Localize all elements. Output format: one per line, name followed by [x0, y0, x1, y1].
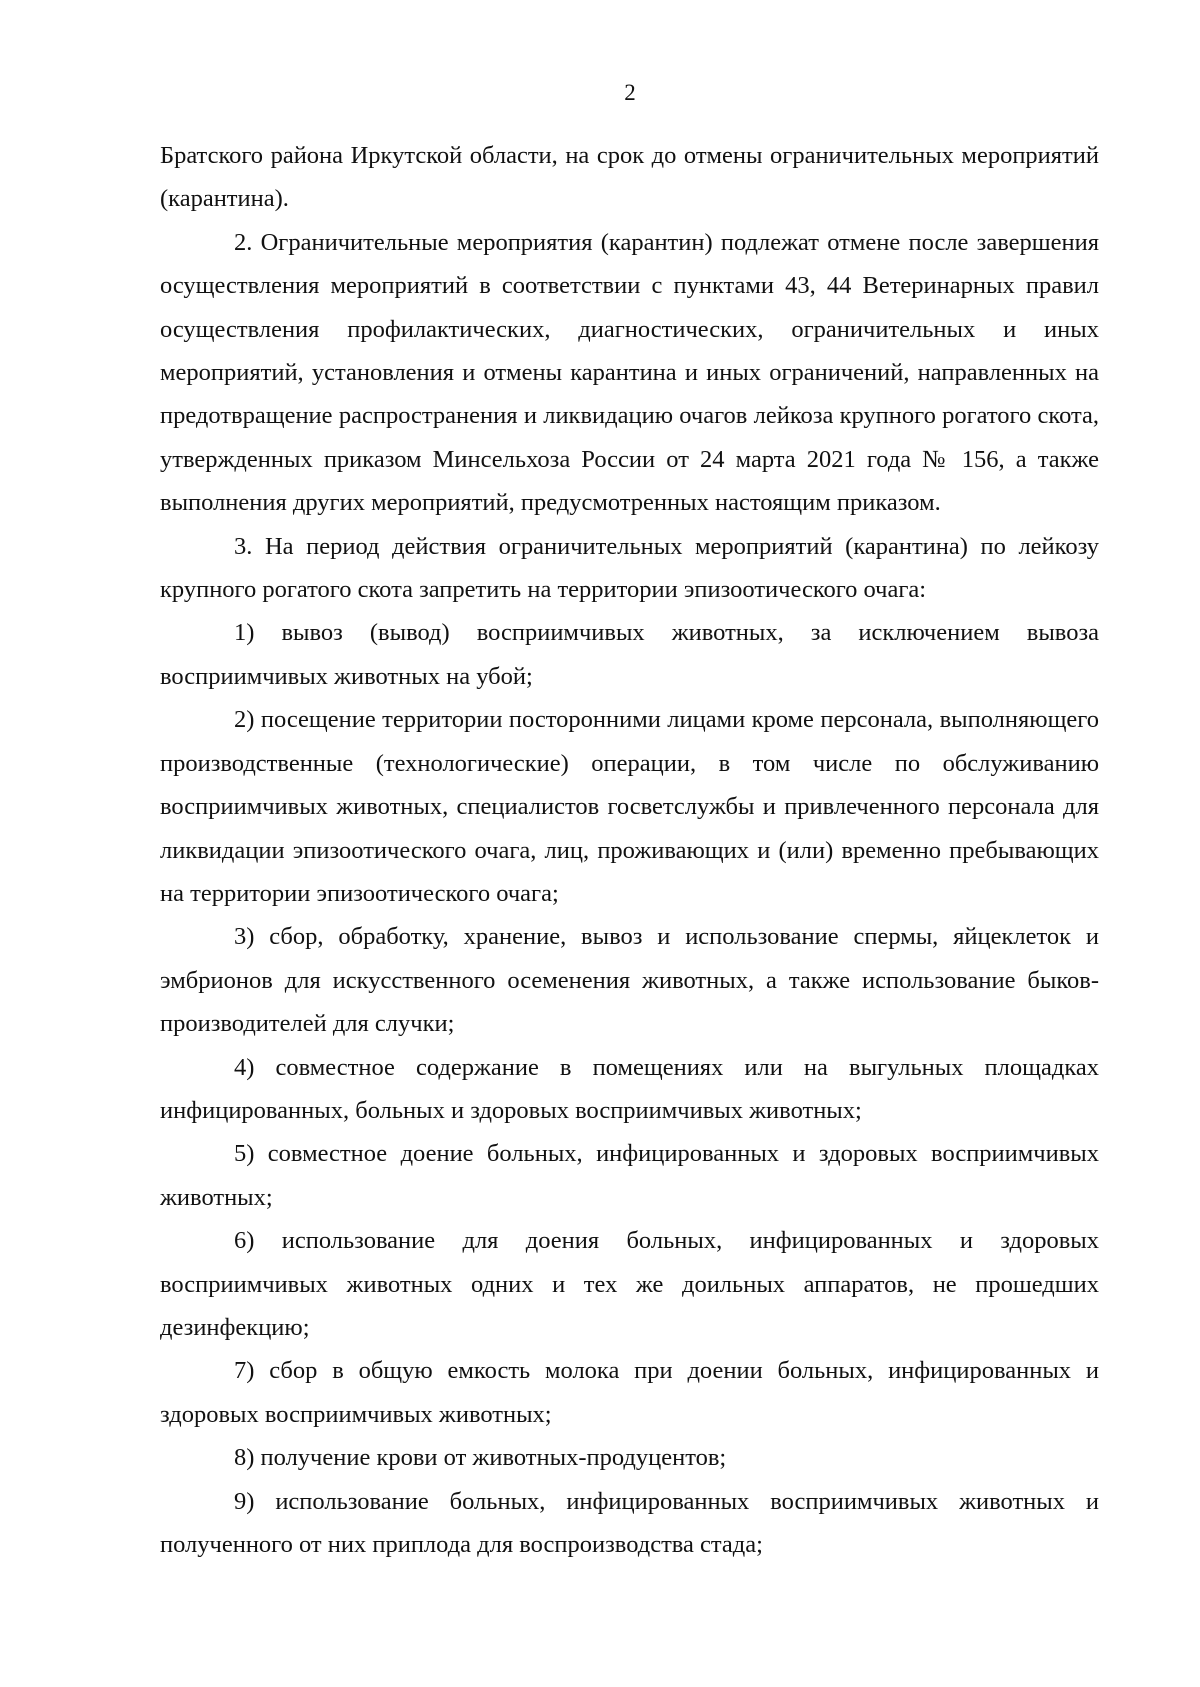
list-item-7: 7) сбор в общую емкость молока при доении больных, инфицированных и здоровых восприимчивых животных; [160, 1357, 1099, 1428]
list-item-2: 2) посещение территории посторонними лицами кроме персонала, выполняющего производственные (технологические) операции, в том числе по обслуживанию восприимчивых животных, специалистов госветслужбы и привлеченного персонала для ликвидации эпизоотического очага, лиц, проживающих и (или) временно пребывающих на территории эпизоотического очага; [160, 706, 1099, 907]
paragraph-item-3: 3. На период действия ограничительных мероприятий (карантина) по лейкозу крупного рогатого скота запретить на территории эпизоотического очага: [160, 532, 1099, 604]
list-item-4: 4) совместное содержание в помещениях или на выгульных площадках инфицированных, больных и здоровых восприимчивых животных; [160, 1053, 1099, 1124]
document-body [160, 134, 1099, 1566]
list-item-5: 5) совместное доение больных, инфицированных и здоровых восприимчивых животных; [160, 1140, 1099, 1211]
list-item-8: 8) получение крови от животных-продуцентов; [234, 1444, 727, 1472]
page-number: 2 [624, 80, 636, 105]
paragraph-item-2: 2. Ограничительные мероприятия (карантин) подлежат отмене после завершения осуществления мероприятий в соответствии с пунктами 43, 44 Ветеринарных правил осуществления профилактических, диагностических, ограничительных и иных мероприятий, установления и отмены карантина и иных ограничений, направленных на предотвращение распространения и ликвидацию очагов лейкоза крупного рогатого скота, утвержденных приказом Минсельхоза России от 24 марта 2021 года № 156, а также выполнения других мероприятий, предусмотренных настоящим приказом. [160, 228, 1099, 517]
list-item-6: 6) использование для доения больных, инфицированных и здоровых восприимчивых животных одних и тех же доильных аппаратов, не прошедших дезинфекцию; [160, 1227, 1099, 1341]
list-item-9: 9) использование больных, инфицированных восприимчивых животных и полученного от них приплода для воспроизводства стада; [160, 1487, 1099, 1558]
list-item-1: 1) вывоз (вывод) восприимчивых животных, за исключением вывоза восприимчивых животных на убой; [160, 619, 1099, 690]
paragraph-continuation: Братского района Иркутской области, на срок до отмены ограничительных мероприятий (карантина). [160, 142, 1099, 213]
list-item-3: 3) сбор, обработку, хранение, вывоз и использование спермы, яйцеклеток и эмбрионов для искусственного осеменения животных, а также использование быков-производителей для случки; [160, 923, 1099, 1038]
